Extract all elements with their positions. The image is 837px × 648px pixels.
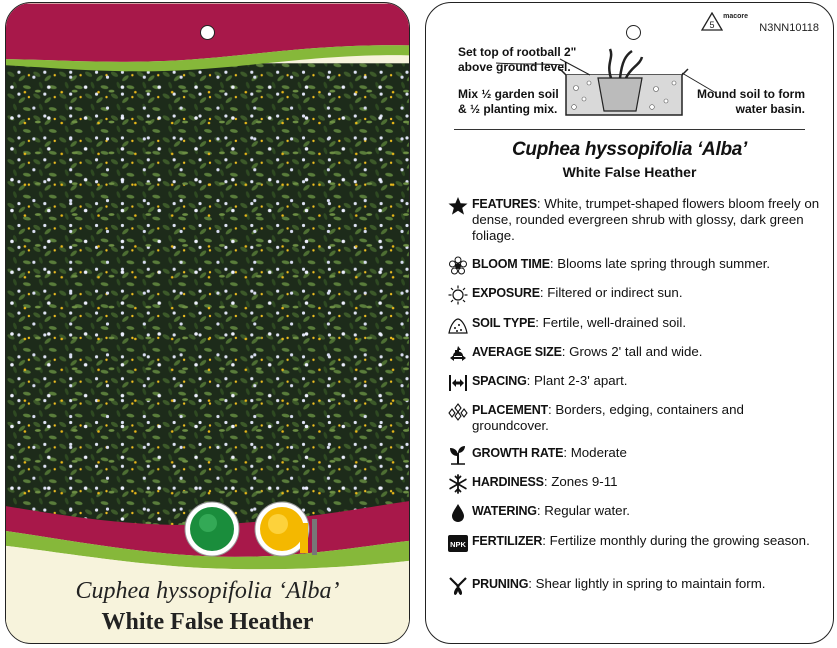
star-icon — [448, 196, 468, 216]
pruners-icon — [448, 576, 468, 596]
svg-text:5: 5 — [709, 20, 715, 30]
back-tag: 5 macore N3NN10118 Set top of rootball 2" above ground level. Mix ½ garden soil & ½ planting mix. Mound soil to form water basin. Cuphea hyssopifolia ‘Alba’ White False Heather FEATURES: White, trumpet-shaped flowers bloom freely on dense, rounded evergreen shrub with glossy, dark green foliage. BLOOM TIME: Blooms late spring through summer. EXPOSURE: Filtered or indirect sun. SOIL TYPE: Fertile, well-drained soil. AVERAGE SIZE: Grows 2' tall and wide. SPACING: Plant 2-3' apart. PLACEMENT: Borders, edging, containers and groundcover. GROWTH RATE: Moderate HARDINESS: Zones 9-11 WATERING: Regular water. NPK FERTILIZER: Fertilize monthly during the growing season. PRUNING: Shear lightly in spring to maintain form. — [425, 2, 834, 644]
npk-icon — [448, 533, 468, 553]
placement-icon — [448, 402, 468, 422]
sprout-icon — [448, 445, 468, 465]
divider — [454, 129, 805, 130]
evergreen-circle-icon — [185, 502, 239, 556]
spacing-icon — [448, 373, 468, 393]
soil-icon — [448, 315, 468, 335]
planting-top-note: Set top of rootball 2" above ground level. — [458, 45, 577, 74]
care-icons — [184, 501, 344, 559]
water-drop-icon — [448, 503, 468, 523]
front-latin-name: Cuphea hyssopifolia ‘Alba’ — [75, 578, 340, 604]
back-common-name: White False Heather — [562, 164, 697, 180]
sun-icon — [448, 285, 468, 305]
planting-left-note: Mix ½ garden soil & ½ planting mix. — [458, 87, 559, 116]
svg-text:NPK: NPK — [450, 540, 466, 549]
product-code: N3NN10118 — [759, 22, 819, 34]
sun-partial-icon — [255, 502, 317, 556]
front-common-name: White False Heather — [101, 609, 314, 635]
brand-mark: macore — [723, 13, 748, 20]
snowflake-icon — [448, 474, 468, 494]
flower-icon — [448, 256, 468, 276]
back-latin-name: Cuphea hyssopifolia ‘Alba’ — [511, 139, 748, 160]
hang-hole — [200, 25, 215, 40]
size-icon — [448, 344, 468, 364]
planting-right-note: Mound soil to form water basin. — [697, 87, 805, 116]
front-tag — [5, 2, 410, 644]
hang-hole — [626, 25, 641, 40]
